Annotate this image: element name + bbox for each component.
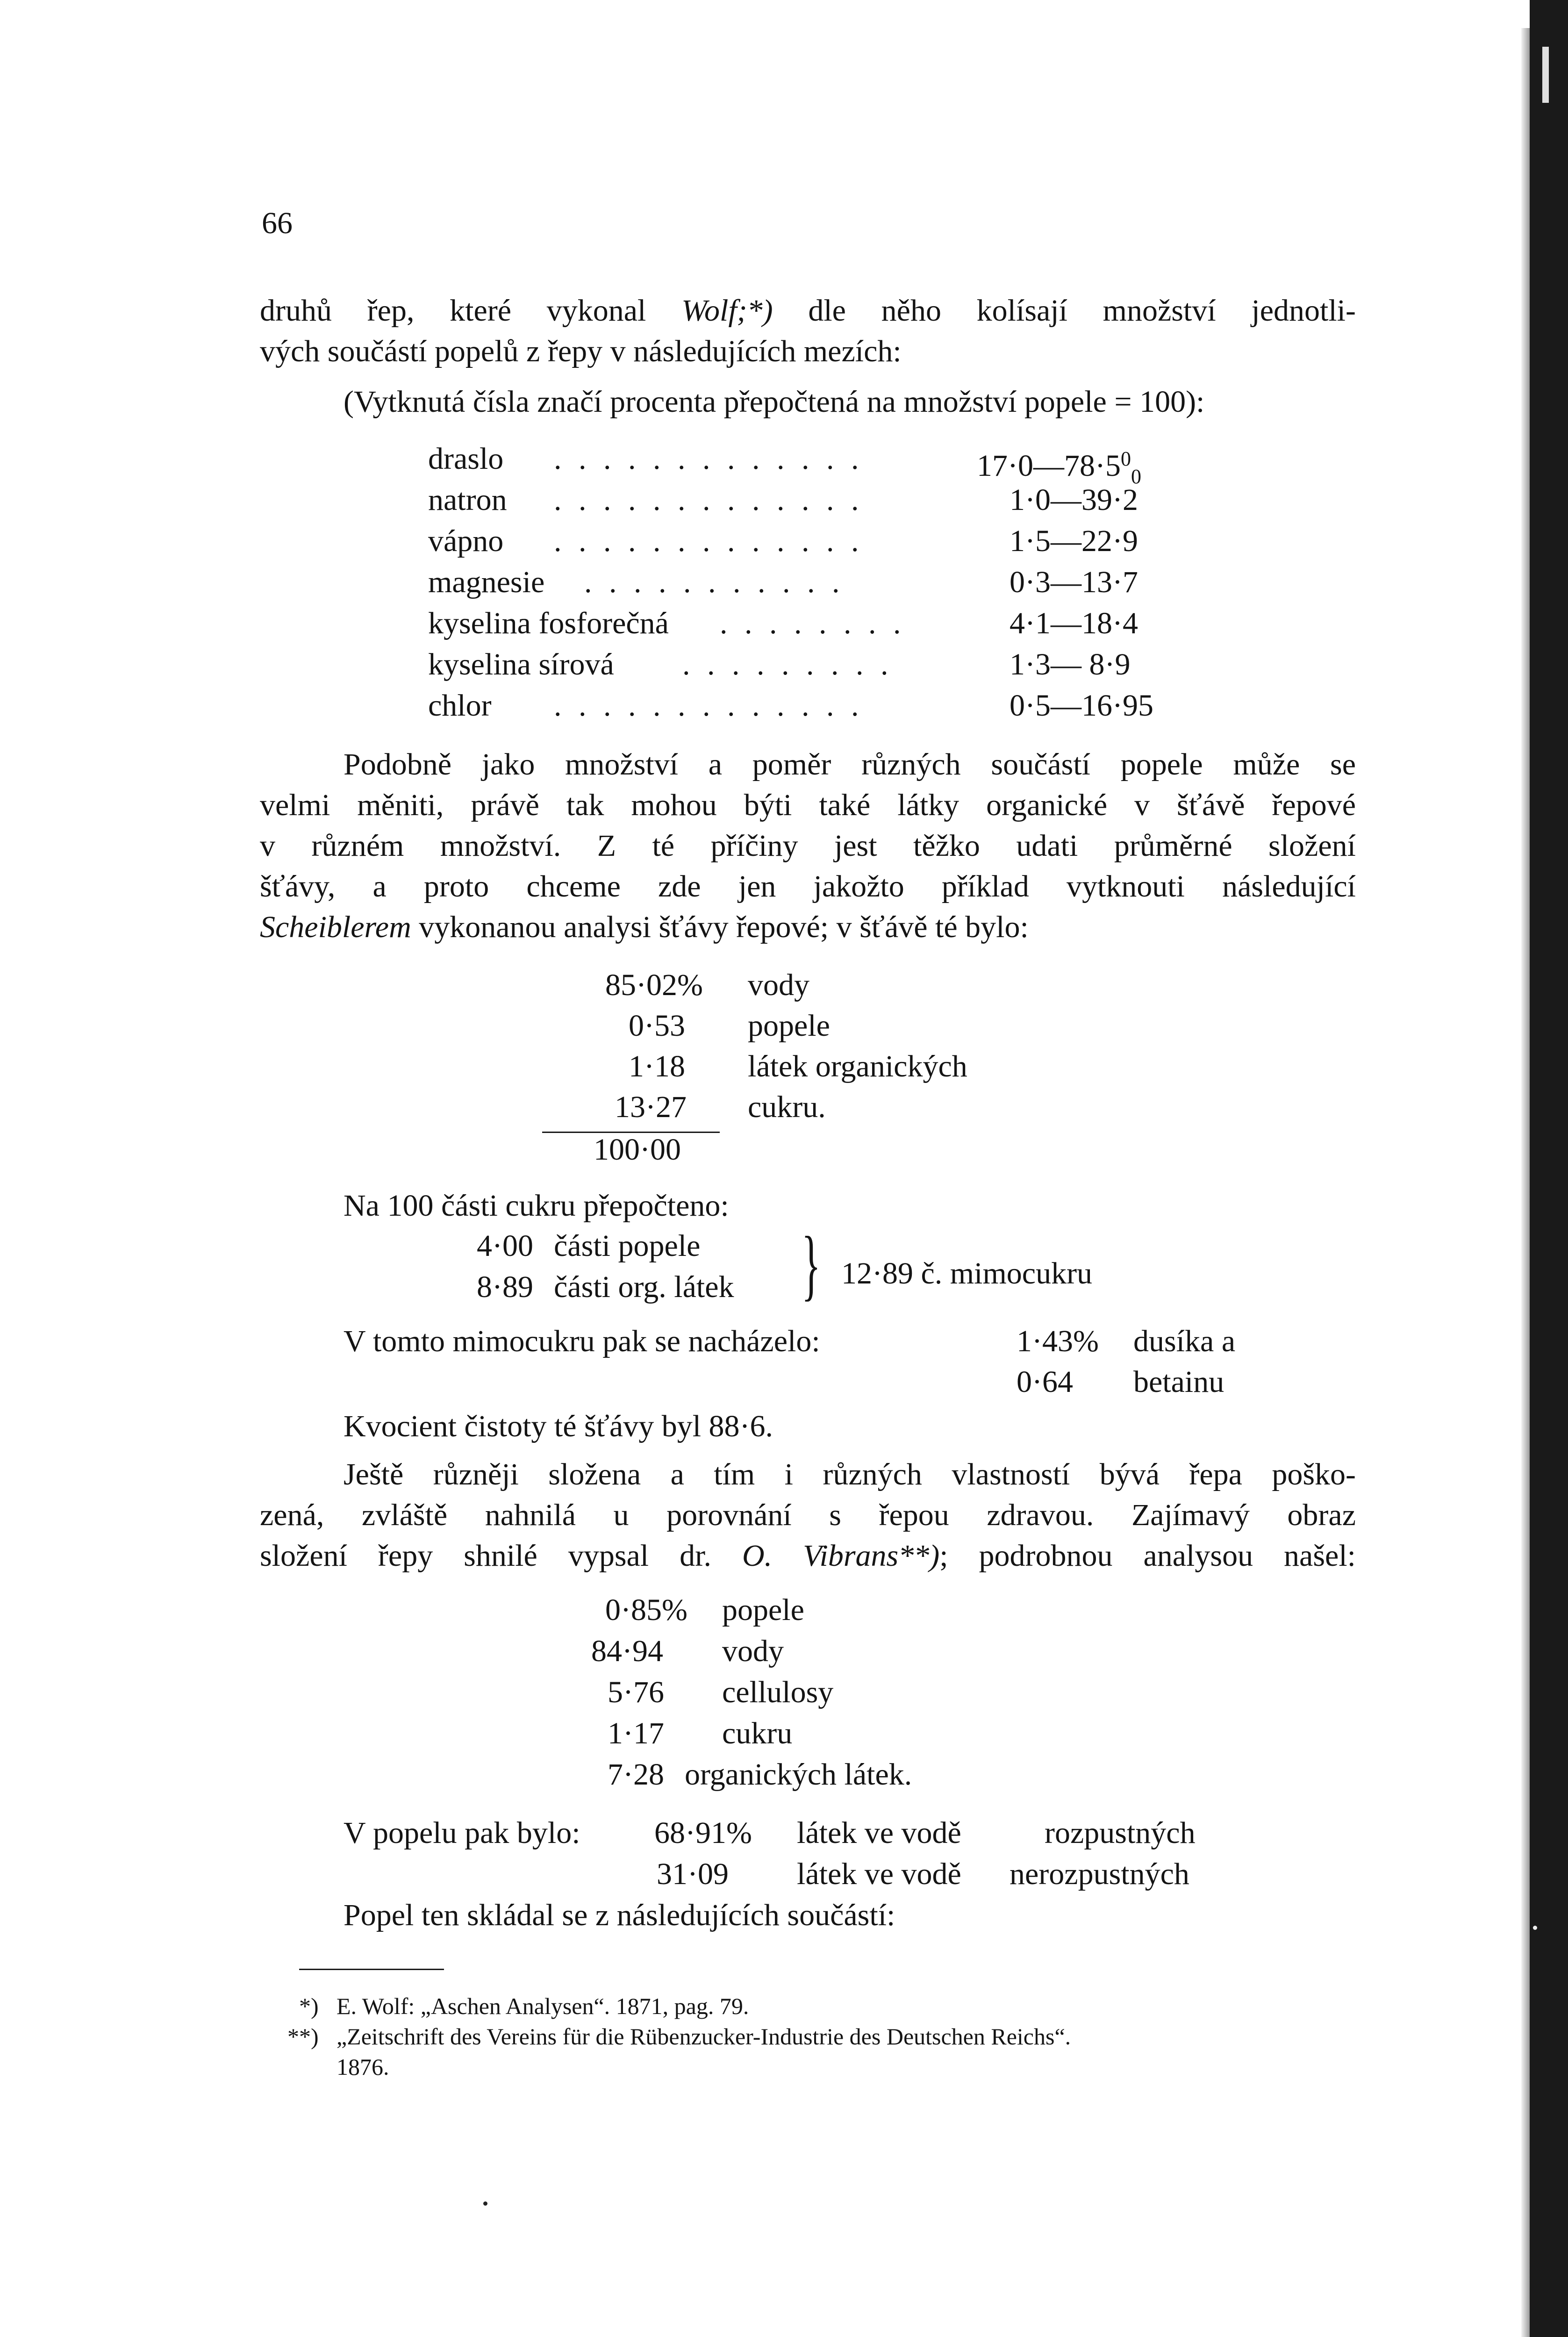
leader-dots: . . . . . . . . . . . . .: [554, 483, 864, 517]
rotten-label: cukru: [722, 1716, 793, 1750]
scan-border: [1530, 0, 1568, 2337]
sugar-heading: Na 100 části cukru přepočteno:: [344, 1189, 729, 1223]
rotten-value: 84·94: [591, 1634, 663, 1668]
solubility-value: 68·91%: [654, 1816, 752, 1850]
ash-row-value: 0·5—16·95: [1010, 688, 1153, 723]
paragraph-1-line-4: šťávy, a proto chceme zde jen jakožto příklad vytknouti následující: [260, 869, 1356, 903]
paragraph-2-line-2: zená, zvláště nahnilá u porovnání s řepou zdravou. Zajímavý obraz: [260, 1498, 1356, 1532]
right-brace: }: [802, 1220, 821, 1308]
paragraph-1-line-2: velmi měniti, právě tak mohou býti také látky organické v šťávě řepové: [260, 788, 1356, 822]
solubility-kind: rozpustných: [1045, 1816, 1196, 1850]
author-wolf: Wolf;*): [681, 294, 773, 328]
nonsugar-label: V tomto mimocukru pak se nacházelo:: [344, 1324, 820, 1358]
paragraph-2-line-3: složení řepy shnilé vypsal dr. O. Vibrans**); podrobnou analysou našel:: [260, 1539, 1356, 1573]
footnote-rule: [299, 1969, 444, 1970]
juice-label: cukru.: [748, 1090, 826, 1124]
ash-row-value: 1·5—22·9: [1010, 524, 1138, 558]
juice-value: 13·27: [615, 1090, 687, 1124]
footnote-mark: **): [287, 2023, 319, 2050]
footnote-text: E. Wolf: „Aschen Analysen“. 1871, pag. 79.: [337, 1993, 749, 2019]
leader-dots: . . . . . . . .: [720, 606, 906, 640]
ash-row-name: draslo: [428, 442, 504, 476]
ash-row-value: 1·0—39·2: [1010, 483, 1138, 517]
closing-line: Popel ten skládal se z následujících součástí:: [344, 1898, 895, 1932]
rotten-label: popele: [722, 1593, 804, 1627]
ash-row-name: kyselina sírová: [428, 647, 614, 681]
paragraph-1-line-5: Scheiblerem vykonanou analysi šťávy řepové; v šťávě té bylo:: [260, 910, 1029, 944]
footnote-mark: *): [299, 1993, 319, 2019]
paragraph-1-line-3: v různém množství. Z té příčiny jest těžko udati průměrné složení: [260, 829, 1356, 863]
nonsugar-value: 1·43%: [1017, 1324, 1099, 1358]
ash-row-name: natron: [428, 483, 507, 517]
solubility-label: látek ve vodě: [797, 1857, 961, 1891]
percent-sign: 0: [1120, 447, 1131, 470]
nonsugar-item: betainu: [1133, 1365, 1224, 1399]
sugar-value: 4·00: [477, 1229, 533, 1263]
nonsugar-item: dusíka a: [1133, 1324, 1236, 1358]
solubility-label: látek ve vodě: [797, 1816, 961, 1850]
ash-row-value: 0·3—13·7: [1010, 565, 1138, 599]
juice-value: 85·02%: [605, 968, 703, 1002]
scan-border-mark: [1542, 47, 1549, 103]
rotten-value: 0·85%: [605, 1593, 687, 1627]
rotten-label: cellulosy: [722, 1675, 834, 1709]
paragraph-1-line-1: Podobně jako množství a poměr různých součástí popele může se: [344, 747, 1356, 781]
ash-row-name: vápno: [428, 524, 504, 558]
solubility-kind: nerozpustných: [1010, 1857, 1189, 1891]
sugar-label: části org. látek: [554, 1270, 734, 1304]
rotten-label: organických látek.: [685, 1757, 912, 1792]
sugar-value: 8·89: [477, 1270, 533, 1304]
rotten-value: 1·17: [608, 1716, 664, 1750]
juice-total: 100·00: [594, 1133, 681, 1167]
ash-row-name: chlor: [428, 688, 492, 723]
leader-dots: . . . . . . . . . . .: [584, 565, 845, 599]
rotten-value: 5·76: [608, 1675, 664, 1709]
ash-row-value: 4·1—18·4: [1010, 606, 1138, 640]
ash-row-value: $17\cdot 0—78\cdot 5^0_0$: [977, 447, 1141, 488]
purity-quotient: Kvocient čistoty té šťávy byl 88·6.: [344, 1409, 773, 1443]
solubility-value: 31·09: [657, 1857, 729, 1891]
ash-row-name: kyselina fosforečná: [428, 606, 669, 640]
intro-line-2: vých součástí popelů z řepy v následujících mezích:: [260, 334, 902, 368]
juice-label: popele: [748, 1009, 830, 1043]
sugar-sum: 12·89 č. mimocukru: [841, 1256, 1093, 1290]
speck: [1533, 1926, 1537, 1930]
paragraph-2-line-1: Ještě různěji složena a tím i různých vlastností bývá řepa poško-: [344, 1457, 1356, 1491]
author-vibrans: O. Vibrans**): [742, 1539, 940, 1573]
sugar-label: části popele: [554, 1229, 701, 1263]
leader-dots: . . . . . . . . . . . . .: [554, 688, 864, 723]
nonsugar-value: 0·64: [1017, 1365, 1073, 1399]
rotten-value: 7·28: [608, 1757, 664, 1792]
speck: [483, 2201, 487, 2206]
footnote-text: 1876.: [337, 2054, 389, 2080]
leader-dots: . . . . . . . . .: [682, 647, 893, 681]
intro-line-1: druhů řep, které vykonal Wolf;*) dle něho kolísají množství jednotli-: [260, 294, 1356, 328]
author-scheibler: Scheiblerem: [260, 910, 411, 944]
page-edge-shadow: [1521, 28, 1530, 2337]
juice-label: látek organických: [748, 1049, 967, 1083]
footnote-text: „Zeitschrift des Vereins für die Rübenzucker-Industrie des Deutschen Reichs“.: [337, 2023, 1071, 2050]
page-number: 66: [262, 206, 293, 240]
leader-dots: . . . . . . . . . . . . .: [554, 524, 864, 558]
juice-label: vody: [748, 968, 809, 1002]
ash-solubility-lead: V popelu pak bylo:: [344, 1816, 580, 1850]
rotten-label: vody: [722, 1634, 784, 1668]
ash-row-name: magnesie: [428, 565, 545, 599]
ash-row-value: 1·3— 8·9: [1010, 647, 1131, 681]
leader-dots: . . . . . . . . . . . . .: [554, 442, 864, 476]
juice-value: 1·18: [629, 1049, 685, 1083]
intro-note: (Vytknutá čísla značí procenta přepočtená na množství popele = 100):: [344, 385, 1205, 419]
juice-value: 0·53: [629, 1009, 685, 1043]
